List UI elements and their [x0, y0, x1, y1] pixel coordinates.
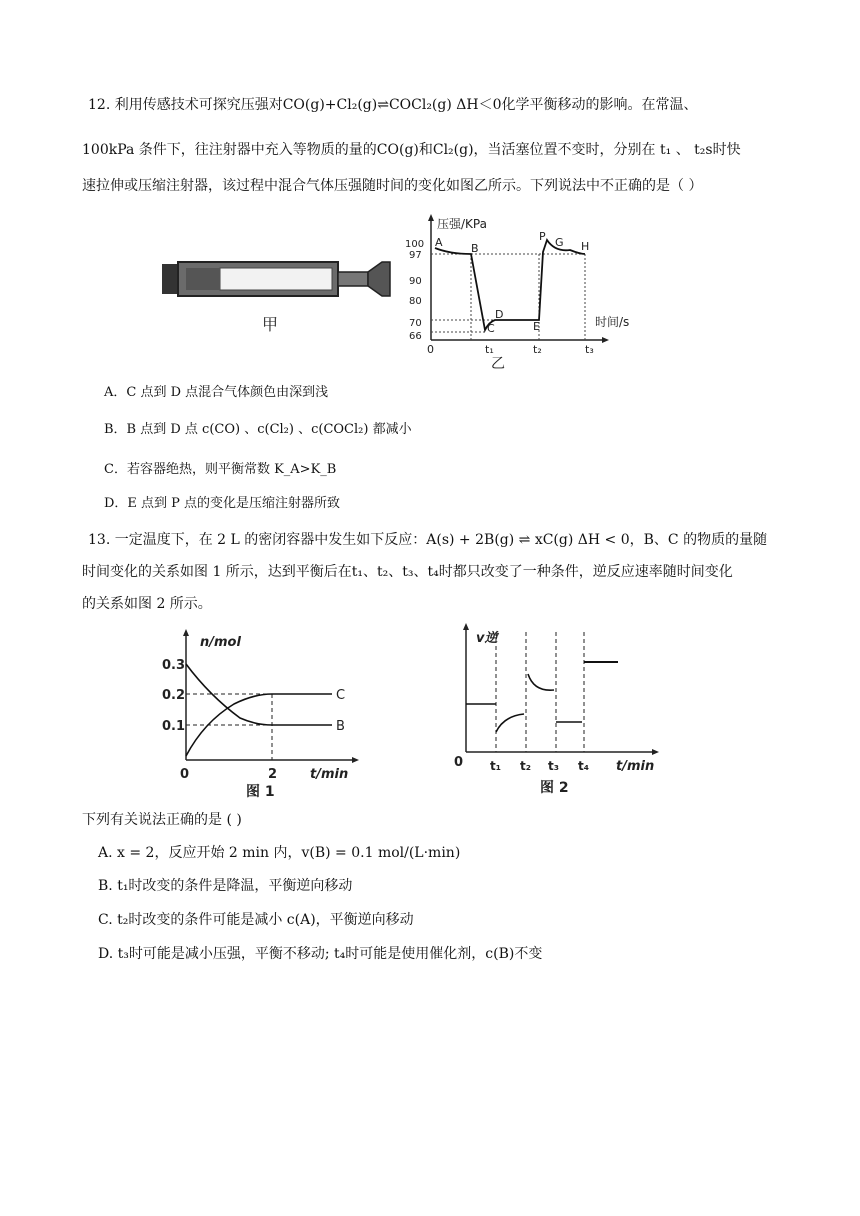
yi-xtick-t1: t₁ — [485, 343, 494, 356]
syringe-caption: 甲 — [262, 315, 279, 334]
yi-ytick-66: 66 — [409, 331, 422, 342]
yi-point-B: B — [471, 242, 479, 255]
q13-line-2: 时间变化的关系如图 1 所示，达到平衡后在t₁、t₂、t₃、t₄时都只改变了一种条件，逆反应速率随时间变化 — [82, 564, 733, 580]
yi-point-P: P — [539, 230, 546, 243]
q13-line-1: 13. 一定温度下，在 2 L 的密闭容器中发生如下反应：A(s) + 2B(g) ⇌ xC(g) ΔH < 0，B、C 的物质的量随 — [88, 532, 768, 548]
fig1-xtick-2: 2 — [268, 767, 278, 782]
q12-option-d: D．E 点到 P 点的变化是压缩注射器所致 — [104, 496, 341, 511]
q13-option-d: D. t₃时可能是减小压强，平衡不移动; t₄时可能是使用催化剂，c(B)不变 — [98, 946, 543, 962]
yi-caption: 乙 — [491, 356, 505, 372]
q12-option-a: A．C 点到 D 点混合气体颜色由深到浅 — [104, 385, 329, 400]
figure-1-moles — [160, 626, 360, 806]
yi-point-H: H — [581, 240, 590, 253]
fig2-xtick-t2: t₂ — [520, 759, 531, 773]
q12-option-c: C．若容器绝热，则平衡常数 K_A>K_B — [104, 462, 337, 477]
yi-point-D: D — [495, 308, 504, 321]
fig1-xlabel: t/min — [310, 767, 349, 782]
fig1-ytick-0.2: 0.2 — [162, 688, 186, 703]
fig1-xtick-0: 0 — [180, 767, 190, 782]
yi-point-E: E — [533, 320, 540, 333]
yi-ytick-70: 70 — [409, 318, 422, 329]
fig2-xtick-0: 0 — [454, 755, 464, 770]
q13-option-b: B. t₁时改变的条件是降温，平衡逆向移动 — [98, 878, 353, 894]
figure-syringe — [160, 252, 400, 346]
yi-ytick-80: 80 — [409, 296, 422, 307]
q12-line-2: 100kPa 条件下，往注射器中充入等物质的量的CO(g)和Cl₂(g)，当活塞位置不变时，分别在 t₁ 、 t₂s时快 — [82, 142, 741, 158]
yi-xlabel: 时间/s — [595, 315, 630, 329]
yi-point-C: C — [487, 322, 495, 335]
fig2-ylabel: v逆 — [476, 631, 498, 646]
fig1-ytick-0.3: 0.3 — [162, 658, 186, 673]
fig1-curve-C-label: C — [336, 688, 346, 703]
fig2-xtick-t4: t₄ — [578, 759, 589, 773]
q13-option-a: A. x = 2，反应开始 2 min 内，v(B) = 0.1 mol/(L·min) — [98, 845, 461, 861]
yi-xtick-0: 0 — [427, 343, 434, 356]
q13-line-3: 的关系如图 2 所示。 — [82, 596, 212, 612]
yi-ytick-97: 97 — [409, 250, 422, 261]
yi-point-A: A — [435, 236, 443, 249]
yi-ytick-100: 100 — [405, 239, 425, 250]
q13-option-c: C. t₂时改变的条件可能是减小 c(A)，平衡逆向移动 — [98, 912, 414, 928]
yi-ytick-90: 90 — [409, 276, 422, 287]
q12-option-b: B．B 点到 D 点 c(CO) 、c(Cl₂) 、c(COCl₂) 都减小 — [104, 422, 412, 437]
q12-line-1: 12. 利用传感技术可探究压强对CO(g)+Cl₂(g)⇌COCl₂(g) ΔH＜0化学平衡移动的影响。在常温、 — [88, 97, 698, 113]
fig2-xtick-t1: t₁ — [490, 759, 501, 773]
fig1-ytick-0.1: 0.1 — [162, 719, 186, 734]
fig1-caption: 图 1 — [246, 784, 275, 800]
fig2-xlabel: t/min — [616, 759, 655, 774]
fig1-ylabel: n/mol — [200, 635, 241, 650]
fig2-xtick-t3: t₃ — [548, 759, 559, 773]
figure-pressure-time — [395, 212, 665, 376]
fig1-curve-B-label: B — [336, 719, 345, 734]
fig2-caption: 图 2 — [540, 780, 569, 796]
q12-line-3: 速拉伸或压缩注射器，该过程中混合气体压强随时间的变化如图乙所示。下列说法中不正确的是（ ） — [82, 178, 703, 194]
figure-2-reverse-rate — [448, 620, 668, 806]
yi-ylabel: 压强/KPa — [437, 217, 487, 231]
q13-stem: 下列有关说法正确的是 ( ) — [82, 812, 242, 828]
yi-point-G: G — [555, 236, 564, 249]
yi-xtick-t3: t₃ — [585, 343, 594, 356]
yi-xtick-t2: t₂ — [533, 343, 542, 356]
